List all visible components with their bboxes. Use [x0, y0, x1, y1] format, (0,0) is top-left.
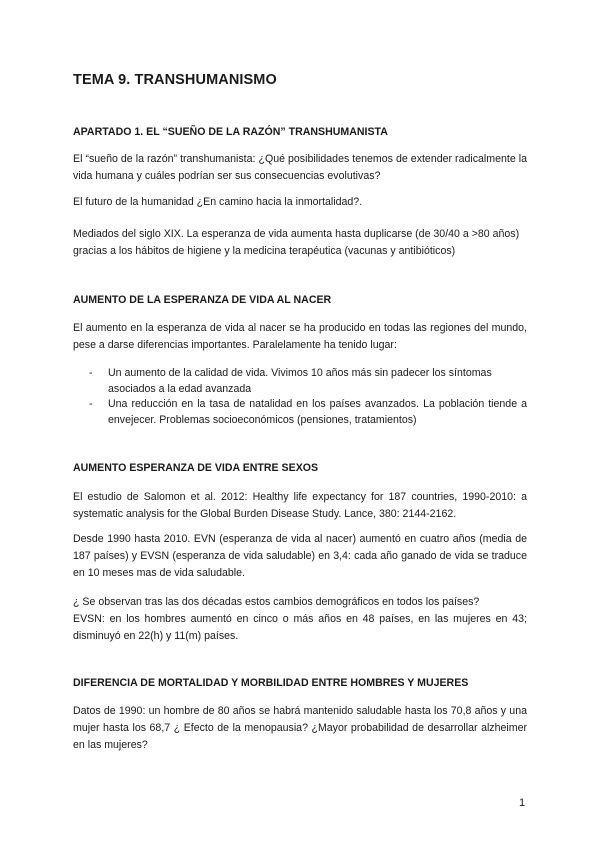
bullet-dash: -	[89, 398, 93, 410]
section-4-heading: DIFERENCIA DE MORTALIDAD Y MORBILIDAD ENTRE HOMBRES Y MUJERES	[73, 677, 469, 689]
section-3-paragraph-3	[73, 594, 527, 645]
section-1-paragraph-3: Mediados del siglo XIX. La esperanza de vida aumenta hasta duplicarse (de 30/40 a >80 años) gracias a los hábitos de higiene y la medicina terapéutica (vacunas y antibióticos)	[73, 228, 520, 257]
section-3-paragraph-2: Desde 1990 hasta 2010. EVN (esperanza de vida al nacer) aumentó en cuatro años (media de 187 países) y EVSN (esperanza de vida saludable) en 3,4: cada año ganado de vida se traduce en 10 meses mas de vida saludable.	[73, 533, 527, 579]
section-4-paragraph-1: Datos de 1990: un hombre de 80 años se habrá mantenido saludable hasta los 70,8 años y una mujer hasta los 68,7 ¿ Efecto de la menopausia? ¿Mayor probabilidad de desarrollar alzheimer en las mujeres?	[73, 705, 527, 751]
section-2-bullet-list	[73, 366, 527, 428]
list-item-text: Un aumento de la calidad de vida. Vivimos 10 años más sin padecer los síntomas asociados a la edad avanzada	[108, 367, 492, 395]
page-number: 1	[519, 797, 526, 809]
bullet-dash: -	[89, 367, 93, 379]
section-3-question: ¿ Se observan tras las dos décadas estos cambios demográficos en todos los países?	[73, 596, 480, 608]
section-2-heading: AUMENTO DE LA ESPERANZA DE VIDA AL NACER	[73, 294, 332, 306]
list-item-text: Una reducción en la tasa de natalidad en los países avanzados. La población tiende a envejecer. Problemas socioeconómicos (pensiones, tratamientos)	[108, 398, 527, 426]
section-3-paragraph-1: El estudio de Salomon et al. 2012: Healthy life expectancy for 187 countries, 1990-2010: a systematic analysis for the Global Burden Disease Study. Lance, 380: 2144-2162.	[73, 491, 527, 520]
section-1-paragraph-2: El futuro de la humanidad ¿En camino hacia la inmortalidad?.	[73, 196, 363, 208]
section-1-paragraph-1: El “sueño de la razón” transhumanista: ¿Qué posibilidades tenemos de extender radicalmente la vida humana y cuáles podrían ser sus consecuencias evolutivas?	[73, 153, 527, 182]
list-item	[73, 366, 527, 397]
section-3-heading: AUMENTO ESPERANZA DE VIDA ENTRE SEXOS	[73, 462, 319, 474]
section-2-paragraph-1: El aumento en la esperanza de vida al nacer se ha producido en todas las regiones del mundo, pese a darse diferencias importantes. Paralelamente ha tenido lugar:	[73, 322, 527, 351]
list-item	[73, 397, 527, 428]
section-3-evsn-text: EVSN: en los hombres aumentó en cinco o más años en 48 países, en las mujeres en 43; disminuyó en 22(h) y 11(m) países.	[73, 613, 527, 642]
page-title: TEMA 9. TRANSHUMANISMO	[73, 72, 277, 88]
section-1-heading: APARTADO 1. EL “SUEÑO DE LA RAZÓN” TRANSHUMANISTA	[73, 126, 388, 138]
